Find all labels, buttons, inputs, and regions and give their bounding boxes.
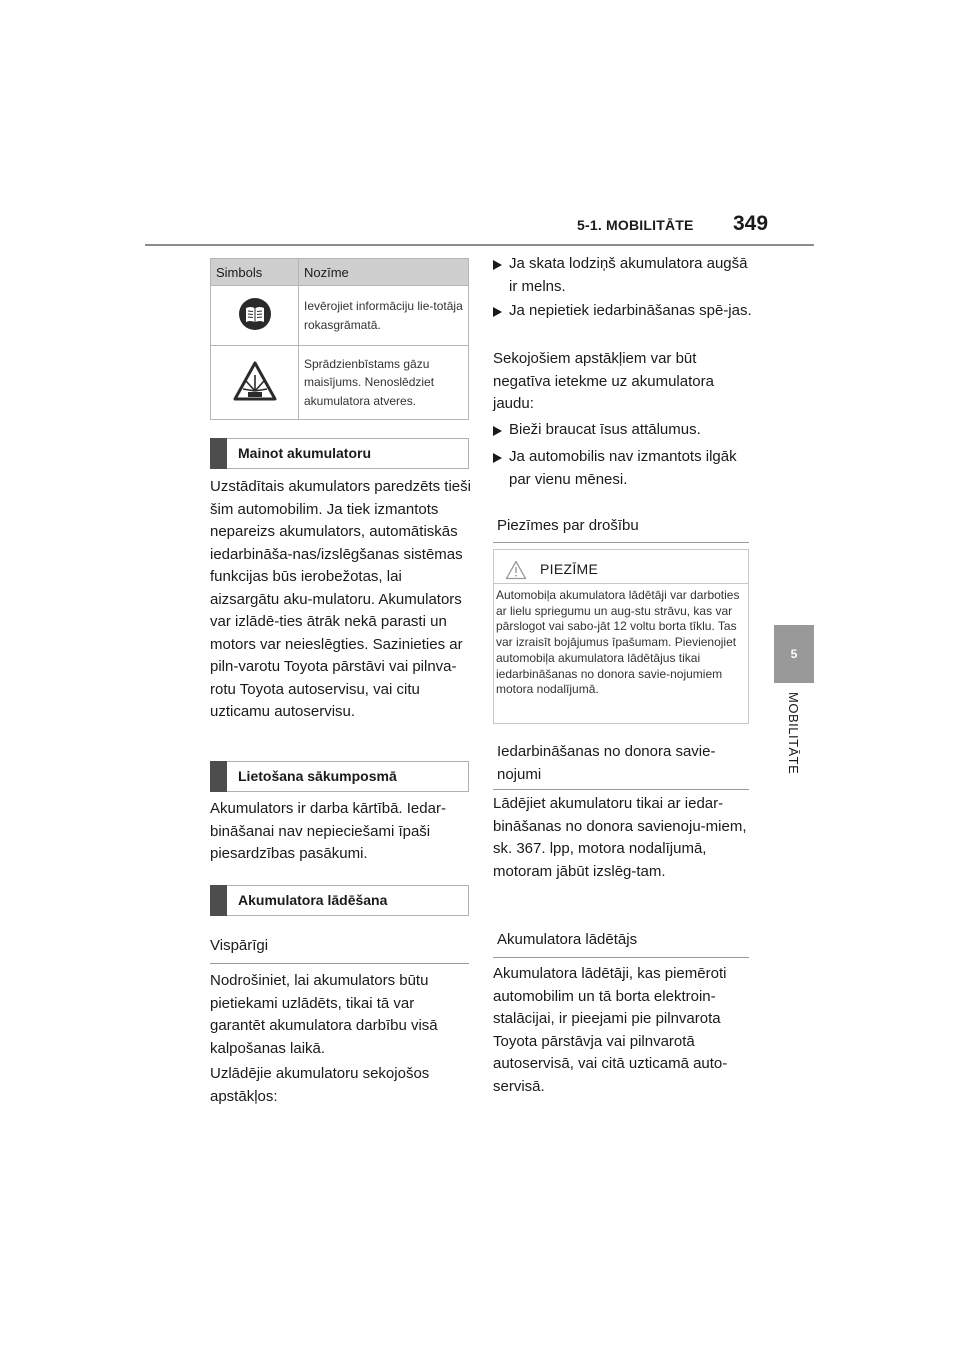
symbol-table [210, 258, 469, 420]
section-heading-initial-use: Lietošana sākumposmā [210, 761, 469, 792]
section-heading-replace: Mainot akumulatoru [210, 438, 469, 469]
subheading-divider [210, 963, 469, 964]
notice-text: Automobiļa akumulatora lādētāji var darboties ar lielu spriegumu un aug-stu strāvu, kas var pārslogot vai sabo-jāt 12 voltu borta tīklu. Tas var izraisīt bojājumus īpašumam. Pievienojiet automobiļa akumulatora lādētājus tikai iedarbināšanas no donora savie-nojumiem motora nodalījumā. [496, 588, 740, 697]
subheading-safety: Piezīmes par drošību [497, 517, 639, 534]
paragraph-negative-effects: Sekojošiem apstākļiem var būt negatīva ietekme uz akumulatora jaudu: [493, 350, 714, 412]
paragraph-replace: Uzstādītais akumulators paredzēts tieši šim automobilim. Ja tiek izmantots nepareizs akumulators, automātiskās iedarbināša-nas/izslēgšanas sistēmas funkcijas būs ierobežotas, lai aizsargātu aku-mulatoru. Akumulators var izlādē-ties ātrāk nekā parasti un motors var neieslēgties. Sazinieties ar piln-varotu Toyota pārstāvi vai pilnva-rotu Toyota autoservisu, vai citu uzticamu autoservisu. [210, 478, 471, 720]
chapter-tab: 5 [774, 625, 814, 683]
list-item: Ja automobilis nav izmantots ilgāk par vienu mēnesi. [493, 446, 755, 491]
header-divider [145, 244, 814, 246]
table-row [211, 346, 469, 420]
manual-book-icon [238, 297, 272, 331]
page-number: 349 [733, 212, 769, 235]
bullet-icon [493, 453, 502, 463]
table-header-meaning: Nozīme [299, 259, 469, 286]
subheading-divider [493, 957, 749, 958]
paragraph-charger: Akumulatora lādētāji, kas piemēroti automobilim un tā borta elektroin-stalācijai, ir pieejami pie pilnvarota Toyota pārstāvja vai pilnvarotā autoservisā, vai citā uzticamā auto-servisā. [493, 965, 728, 1095]
notice-divider [493, 583, 749, 584]
list-item: Bieži braucat īsus attālumus. [493, 419, 755, 442]
section-title: 5-1. MOBILITĀTE [577, 217, 694, 233]
paragraph-donor: Lādējiet akumulatoru tikai ar iedar-bināšanas no donora savienoju-miem, sk. 367. lpp, motora nodalījumā, motoram jābūt izslēg-tam. [493, 795, 747, 880]
paragraph-general-1: Nodrošiniet, lai akumulators būtu pietiekami uzlādēts, tikai tā var garantēt akumulatora darbību visā kalpošanas laikā. [210, 972, 438, 1057]
subheading-divider [493, 789, 749, 790]
list-item: Ja nepietiek iedarbināšanas spē-jas. [493, 300, 755, 323]
list-item: Ja skata lodziņš akumulatora augšā ir melns. [493, 253, 755, 298]
warning-triangle-icon [505, 560, 527, 580]
table-cell-meaning: Sprādzienbīstams gāzu maisījums. Nenoslēdziet akumulatora atveres. [299, 346, 469, 420]
bullet-icon [493, 426, 502, 436]
table-header-symbol: Simbols [211, 259, 299, 286]
paragraph-general-2: Uzlādējie akumulatoru sekojošos apstākļos: [210, 1065, 430, 1105]
bullet-icon [493, 307, 502, 317]
paragraph-initial-use: Akumulators ir darba kārtībā. Iedar-bināšanai nav nepieciešami īpaši piesardzības pasākumi. [210, 800, 446, 862]
chapter-label: MOBILITĀTE [786, 692, 801, 775]
subheading-donor: Iedarbināšanas no donora savie-nojumi [497, 743, 716, 783]
bullet-icon [493, 260, 502, 270]
subheading-general: Vispārīgi [210, 937, 269, 954]
section-heading-charging: Akumulatora lādēšana [210, 885, 469, 916]
table-row [211, 286, 469, 346]
notice-title: PIEZĪME [540, 561, 599, 577]
table-cell-meaning: Ievērojiet informāciju lie-totāja rokasgrāmatā. [299, 286, 469, 346]
subheading-charger: Akumulatora lādētājs [497, 931, 638, 948]
explosion-warning-icon [233, 361, 277, 401]
subheading-divider [493, 542, 749, 543]
